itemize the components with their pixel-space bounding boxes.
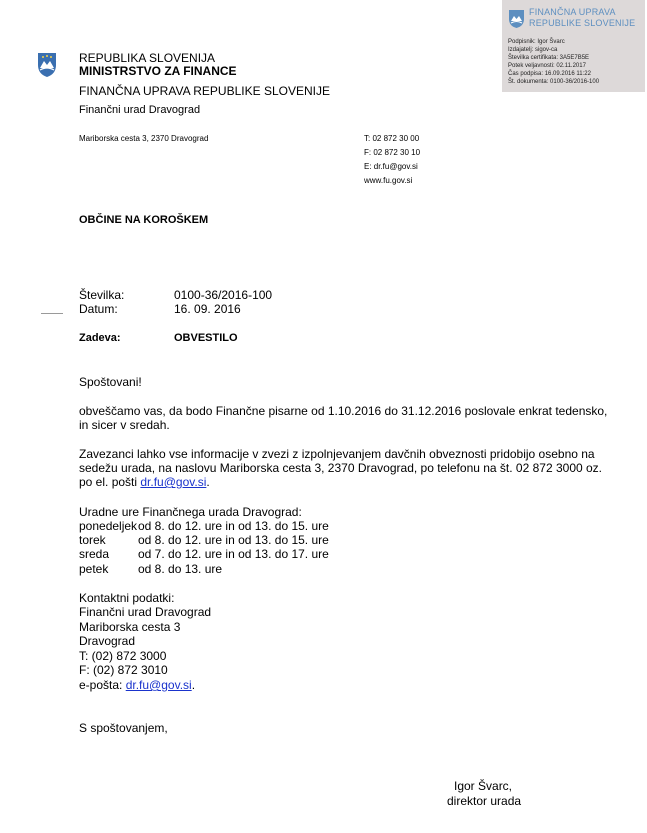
hours-time: od 7. do 12. ure in od 13. do 17. ure (138, 547, 329, 561)
closing: S spoštovanjem, (79, 721, 168, 735)
header-republic: REPUBLIKA SLOVENIJA (79, 51, 216, 65)
header-fax: F: 02 872 30 10 (364, 148, 421, 157)
hours-time: od 8. do 12. ure in od 13. do 15. ure (138, 533, 329, 547)
paragraph-1-line-2: in sicer v sredah. (79, 418, 170, 432)
header-agency: FINANČNA UPRAVA REPUBLIKE SLOVENIJE (79, 84, 330, 98)
paragraph-2-line-2: sedežu urada, na naslovu Mariborska cesta 3, 2370 Dravograd, po telefonu na št. 02 872 3000 oz. (79, 461, 603, 475)
hours-day: torek (79, 533, 106, 547)
paragraph-2-line-3 (79, 475, 210, 490)
signer-title: direktor urada (447, 794, 522, 808)
digital-signature-box (502, 0, 645, 92)
recipient: OBČINE NA KOROŠKEM (79, 214, 209, 226)
header-address: Mariborska cesta 3, 2370 Dravograd (79, 134, 209, 143)
hours-time: od 8. do 13. ure (138, 562, 223, 576)
hours-time: od 8. do 12. ure in od 13. do 15. ure (138, 519, 329, 533)
header-website: www.fu.gov.si (364, 176, 413, 185)
subject-value: OBVESTILO (174, 332, 238, 344)
paragraph-2-line-1: Zavezanci lahko vse informacije v zvezi z izpolnjevanjem davčnih obveznosti pridobijo osebno na (79, 447, 595, 461)
issuer-line: Izdajatelj: sigov-ca (508, 47, 558, 53)
contact-email-prefix: e-pošta: (79, 678, 126, 692)
header-phone: T: 02 872 30 00 (364, 134, 420, 143)
header-office: Finančni urad Dravograd (79, 104, 201, 116)
document-number-line: Št. dokumenta: 0100-36/2016-100 (508, 79, 600, 85)
header-ministry: MINISTRSTVO ZA FINANCE (79, 64, 237, 78)
greeting: Spoštovani! (79, 375, 142, 389)
hours-row (79, 533, 329, 548)
email-link[interactable]: dr.fu@gov.si (140, 475, 207, 489)
contact-line: Finančni urad Dravograd (79, 605, 212, 619)
signing-time-line: Čas podpisa: 16.09.2016 11:22 (508, 71, 591, 77)
signer-name: Igor Švarc, (454, 779, 513, 793)
contact-email-link[interactable]: dr.fu@gov.si (125, 678, 192, 692)
header-email: E: dr.fu@gov.si (364, 162, 418, 171)
hours-title: Uradne ure Finančnega urada Dravograd: (79, 505, 302, 519)
hours-row (79, 562, 222, 577)
certificate-line: Številka certifikata: 3A5E7B5E (508, 55, 590, 61)
coat-of-arms-icon (37, 52, 57, 78)
slovenia-crest-icon (508, 9, 525, 29)
contacts-title: Kontaktni podatki: (79, 591, 175, 605)
contact-line: Dravograd (79, 634, 136, 648)
signature-brand (529, 7, 635, 29)
validity-line: Potek veljavnosti: 02.11.2017 (508, 63, 586, 69)
hours-row (79, 519, 329, 534)
fold-mark (41, 313, 63, 314)
subject-label: Zadeva: (79, 332, 121, 344)
contact-email-line (79, 678, 195, 693)
paragraph-1-line-1: obveščamo vas, da bodo Finančne pisarne od 1.10.2016 do 31.12.2016 poslovale enkrat tedensko, (79, 404, 608, 418)
email-suffix: . (206, 475, 210, 489)
number-value: 0100-36/2016-100 (174, 288, 273, 302)
hours-day: ponedeljek (79, 519, 138, 533)
signer-line: Podpisnik: Igor Švarc (508, 39, 565, 45)
contact-line: Mariborska cesta 3 (79, 620, 181, 634)
brand-line-2: REPUBLIKE SLOVENIJE (529, 18, 636, 28)
number-label: Številka: (79, 288, 125, 302)
hours-day: sreda (79, 547, 110, 561)
email-prefix: po el. pošti (79, 475, 141, 489)
brand-line-1: FINANČNA UPRAVA (529, 7, 616, 17)
date-value: 16. 09. 2016 (174, 302, 241, 316)
hours-row (79, 547, 329, 562)
hours-day: petek (79, 562, 109, 576)
date-label: Datum: (79, 302, 118, 316)
contact-email-suffix: . (191, 678, 196, 692)
contact-line: F: (02) 872 3010 (79, 663, 168, 677)
contact-line: T: (02) 872 3000 (79, 649, 167, 663)
